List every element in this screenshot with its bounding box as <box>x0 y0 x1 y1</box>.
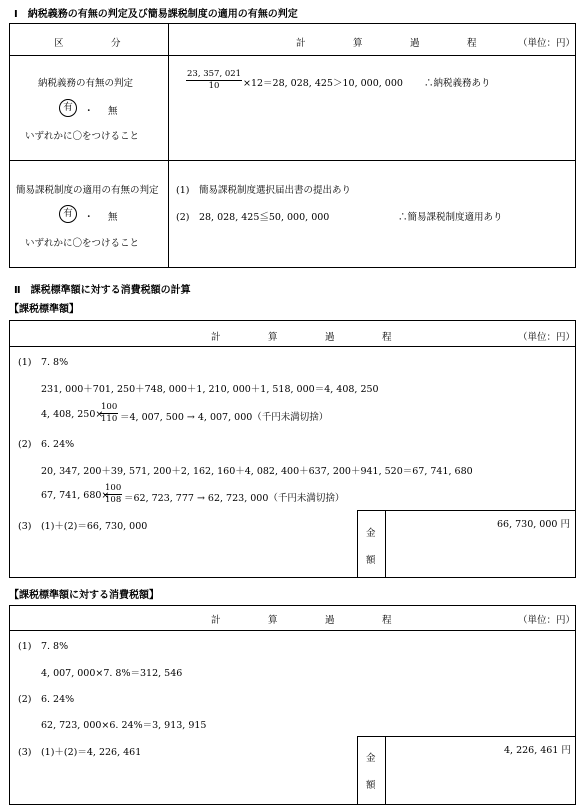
sub2-col-header-calc: 計 算 過 程 <box>211 615 392 626</box>
section2-heading: Ⅱ 課税標準額に対する消費税額の計算 <box>14 285 191 296</box>
sub2-header-divider <box>10 630 575 631</box>
sub1-line-5: 20, 347, 200＋39, 571, 200＋2, 162, 160＋4, 082, 400＋637, 200＋941, 520＝67, 741, 680 <box>41 466 473 477</box>
sub2-amount-box-top <box>357 736 575 737</box>
sub1-unit-label: （単位：円） <box>518 332 576 343</box>
sub1-fraction-1-numerator: 100 <box>101 402 118 412</box>
row2-other-option: 無 <box>108 212 118 223</box>
sub1-title: 【課税標準額】 <box>9 304 79 315</box>
sub2-table <box>9 605 576 805</box>
row2-line2: (2) 28, 028, 425≦50, 000, 000 <box>176 212 330 223</box>
row2-dot: ・ <box>84 212 94 223</box>
sub1-line-3-pre: 4, 408, 250× <box>41 409 104 420</box>
row1-fraction <box>186 69 242 92</box>
sub1-fraction-2-denominator: 108 <box>105 495 122 505</box>
sub1-table <box>9 320 576 578</box>
row1-conclusion: ∴納税義務あり <box>424 78 491 89</box>
row1-label: 納税義務の有無の判定 <box>38 78 134 89</box>
col-header-kubun: 区 分 <box>54 38 121 49</box>
sub1-line-7: (3) (1)＋(2)＝66, 730, 000 <box>18 521 148 532</box>
sub1-line-6-post: ＝62, 723, 777 → 62, 723, 000（千円未満切捨） <box>124 493 345 504</box>
row2-line1: (1) 簡易課税制度選択届出書の提出あり <box>176 185 351 196</box>
section1-header-divider <box>10 55 575 56</box>
row1-fraction-numerator: 23, 357, 021 <box>187 69 242 79</box>
sub1-amount-box-divider <box>385 510 386 577</box>
sub2-line-4: 62, 723, 000×6. 24%＝3, 913, 915 <box>41 720 207 731</box>
sub1-kin-label: 金 <box>366 528 376 539</box>
sub1-fraction-2-numerator: 100 <box>105 483 122 493</box>
unit-label: （単位：円） <box>518 38 576 49</box>
sub1-line-6-pre: 67, 741, 680× <box>41 490 110 501</box>
row1-note: いずれかに〇をつけること <box>25 131 140 142</box>
sub1-amount-box-left <box>357 510 358 577</box>
sub2-title: 【課税標準額に対する消費税額】 <box>9 590 159 601</box>
sub1-amount-box-top <box>357 510 575 511</box>
row2-label: 簡易課税制度の適用の有無の判定 <box>16 185 159 196</box>
sub2-amount-value: 4, 226, 461 円 <box>504 745 571 756</box>
section1-heading: Ⅰ 納税義務の有無の判定及び簡易課税制度の適用の有無の判定 <box>14 9 298 20</box>
section1-table <box>9 23 576 268</box>
sub2-line-3: (2) 6. 24% <box>18 694 75 705</box>
sub2-amount-box-divider <box>385 736 386 804</box>
sub1-line-3-post: ＝4, 007, 500 → 4, 007, 000（千円未満切捨） <box>120 412 329 423</box>
sub1-fraction-1-denominator: 110 <box>101 414 118 424</box>
sub1-fraction-2 <box>104 483 122 506</box>
sub2-line-2: 4, 007, 000×7. 8%＝312, 546 <box>41 668 183 679</box>
col-header-calc: 計 算 過 程 <box>296 38 477 49</box>
sub1-header-divider <box>10 346 575 347</box>
sub1-fraction-1 <box>100 402 118 425</box>
sub1-col-header-calc: 計 算 過 程 <box>211 332 392 343</box>
sub2-line-5: (3) (1)＋(2)＝4, 226, 461 <box>18 747 142 758</box>
sub1-line-4: (2) 6. 24% <box>18 439 75 450</box>
sub1-gaku-label: 額 <box>366 555 376 566</box>
section1-row-divider <box>10 160 575 161</box>
sub2-amount-box-left <box>357 736 358 804</box>
row1-other-option: 無 <box>108 106 118 117</box>
sub1-line-1: (1) 7. 8% <box>18 357 69 368</box>
row1-dot: ・ <box>84 106 94 117</box>
sub1-line-2: 231, 000＋701, 250＋748, 000＋1, 210, 000＋1, 518, 000＝4, 408, 250 <box>41 384 379 395</box>
row2-circled-answer: 有 <box>59 205 77 223</box>
sub2-gaku-label: 額 <box>366 780 376 791</box>
section1-column-divider <box>168 24 169 267</box>
sub1-amount-value: 66, 730, 000 円 <box>497 519 570 530</box>
row1-circled-answer: 有 <box>59 99 77 117</box>
row1-fraction-denominator: 10 <box>208 81 220 91</box>
sub2-unit-label: （単位：円） <box>518 615 576 626</box>
row1-calc: ×12＝28, 028, 425＞10, 000, 000 <box>243 78 403 89</box>
sub2-line-1: (1) 7. 8% <box>18 641 69 652</box>
row2-note: いずれかに〇をつけること <box>25 238 140 249</box>
sub2-kin-label: 金 <box>366 753 376 764</box>
row2-conclusion: ∴簡易課税制度適用あり <box>398 212 503 223</box>
